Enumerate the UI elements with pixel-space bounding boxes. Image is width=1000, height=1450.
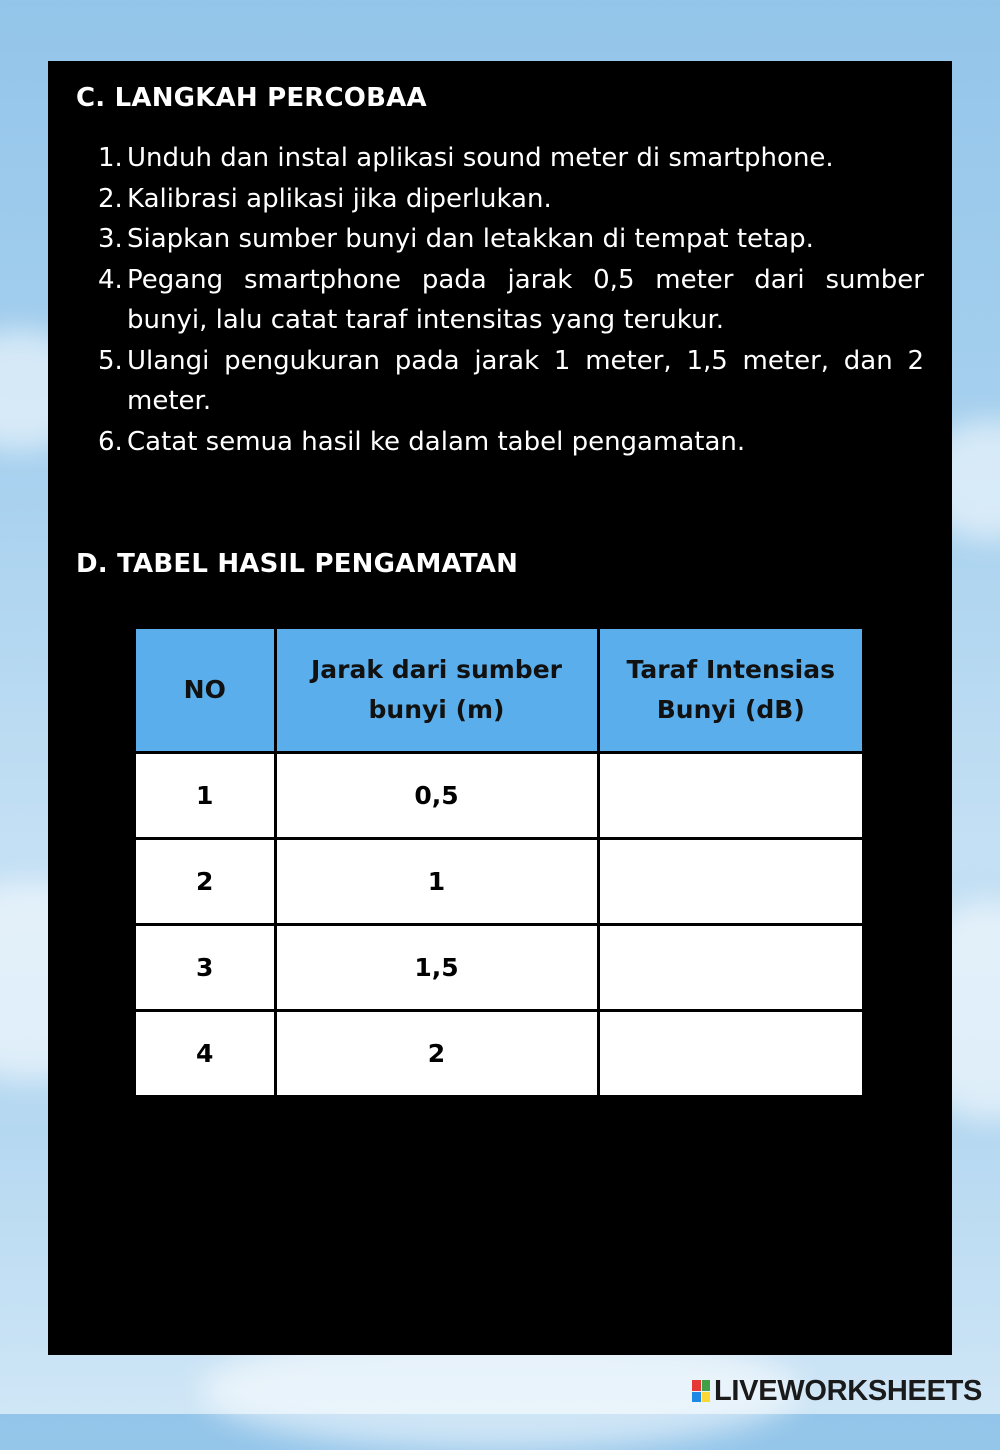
table-row <box>136 1011 862 1096</box>
procedure-step <box>98 422 924 463</box>
cell-distance: 0,5 <box>275 753 598 839</box>
step-number: 5. <box>98 345 123 376</box>
step-text: Ulangi pengukuran pada jarak 1 meter, 1,5 meter, dan 2 meter. <box>127 345 924 416</box>
header-distance: Jarak dari sumber bunyi (m) <box>275 629 598 753</box>
procedure-steps-list <box>98 138 924 462</box>
step-number: 3. <box>98 224 123 254</box>
cell-intensity-answer[interactable] <box>598 1011 862 1096</box>
step-text: Pegang smartphone pada jarak 0,5 meter dari sumber bunyi, lalu catat taraf intensitas yang terukur. <box>127 264 924 335</box>
cell-no: 2 <box>136 839 275 925</box>
cell-no: 3 <box>136 925 275 1011</box>
table-row <box>136 839 862 925</box>
step-number: 4. <box>98 264 123 295</box>
step-text: Catat semua hasil ke dalam tabel pengamatan. <box>127 426 746 457</box>
table-header-row <box>136 629 862 753</box>
cell-intensity-answer[interactable] <box>598 925 862 1011</box>
step-text: Unduh dan instal aplikasi sound meter di smartphone. <box>127 143 834 173</box>
table-row <box>136 925 862 1011</box>
section-d-title: D. TABEL HASIL PENGAMATAN <box>76 549 519 579</box>
liveworksheets-logo[interactable] <box>692 1374 982 1408</box>
step-text: Siapkan sumber bunyi dan letakkan di tempat tetap. <box>127 224 814 254</box>
step-number: 6. <box>98 426 123 457</box>
procedure-step <box>98 179 924 220</box>
liveworksheets-logo-icon <box>692 1380 710 1402</box>
step-text: Kalibrasi aplikasi jika diperlukan. <box>127 183 552 214</box>
procedure-step <box>98 138 924 179</box>
cell-distance: 1 <box>275 839 598 925</box>
cell-intensity-answer[interactable] <box>598 753 862 839</box>
cell-no: 4 <box>136 1011 275 1096</box>
section-c-title: C. LANGKAH PERCOBAA <box>76 83 427 113</box>
cell-distance: 1,5 <box>275 925 598 1011</box>
cell-intensity-answer[interactable] <box>598 839 862 925</box>
cell-no: 1 <box>136 753 275 839</box>
header-no: NO <box>136 629 275 753</box>
procedure-step <box>98 341 924 422</box>
header-intensity-level: Taraf Intensias Bunyi (dB) <box>598 629 862 753</box>
step-number: 2. <box>98 183 123 214</box>
worksheet-panel <box>48 61 952 1355</box>
step-number: 1. <box>98 143 123 173</box>
procedure-step <box>98 219 924 260</box>
observation-table <box>136 629 862 1095</box>
table-row <box>136 753 862 839</box>
procedure-step <box>98 260 924 341</box>
logo-text: LIVEWORKSHEETS <box>714 1374 983 1407</box>
cell-distance: 2 <box>275 1011 598 1096</box>
